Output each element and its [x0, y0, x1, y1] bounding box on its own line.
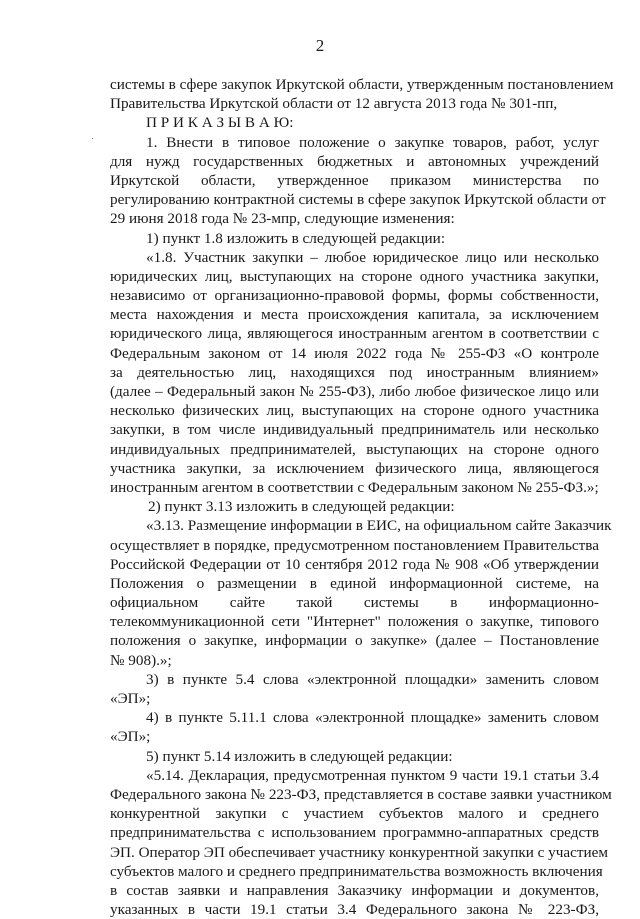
text-line: участника закупки, за исключением физического лица, являющегося	[110, 459, 599, 477]
text-line: указанных в части 19.1 статьи 3.4 Федерального закона № 223-ФЗ,	[110, 901, 599, 919]
text-line: Российской Федерации от 10 сентября 2012 года № 908 «Об утверждении	[110, 555, 599, 573]
text-line: телекоммуникационной сети "Интернет" положения о закупке, типового	[110, 613, 599, 631]
text-line: «5.14. Декларация, предусмотренная пунктом 9 части 19.1 статьи 3.4	[146, 766, 599, 784]
text-line: Правительства Иркутской области от 12 августа 2013 года № 301-пп,	[110, 95, 558, 113]
text-line: независимо от организационно-правовой формы, формы собственности,	[110, 287, 599, 305]
text-line: ЭП. Оператор ЭП обеспечивает участнику конкурентной закупки с участием	[110, 843, 608, 861]
text-line: за деятельностью лиц, находящихся под иностранным влиянием»	[110, 363, 599, 381]
text-line: Положения о размещении в единой информационной системе, на	[110, 574, 599, 592]
text-line: 3) в пункте 5.4 слова «электронной площадки» заменить словом	[146, 670, 599, 688]
text-line: 5) пункт 5.14 изложить в следующей редакции:	[146, 747, 453, 765]
page-number: 2	[315, 36, 325, 55]
text-line: Иркутской области, утвержденное приказом министерства по	[110, 171, 599, 189]
text-line: закупки, в том числе индивидуальный предприниматель или несколько	[110, 421, 599, 439]
text-line: № 908).»;	[110, 651, 172, 669]
text-line: иностранным агентом в соответствии с Федеральным законом № 255-ФЗ.»;	[110, 478, 599, 496]
text-line: «ЭП»;	[110, 728, 151, 746]
text-line: 2) пункт 3.13 изложить в следующей редакции:	[148, 498, 455, 516]
text-line: юридического лица, являющегося иностранным агентом в соответствии с	[110, 325, 599, 343]
text-line: конкурентной закупки с участием субъектов малого и среднего	[110, 805, 599, 823]
margin-mark	[92, 138, 93, 139]
text-line: 1) пункт 1.8 изложить в следующей редакции:	[146, 229, 446, 247]
text-line: (далее – Федеральный закон № 255-ФЗ), либо любое физическое лицо или	[110, 383, 599, 400]
text-line: регулированию контрактной системы в сфере закупок Иркутской области от	[110, 191, 606, 209]
text-line: системы в сфере закупок Иркутской области, утвержденным постановлением	[110, 76, 614, 93]
text-line: индивидуальных предпринимателей, выступающих на стороне одного	[110, 440, 599, 458]
text-line: «1.8. Участник закупки – любое юридическое лицо или несколько	[146, 248, 599, 266]
document-body	[110, 75, 614, 919]
text-line: для нужд государственных бюджетных и автономных учреждений	[110, 152, 599, 170]
text-line: юридических лиц, выступающих на стороне одного участника закупки,	[110, 267, 599, 285]
text-line: положения о закупке, информации о закупке» (далее – Постановление	[110, 632, 599, 650]
text-line: 4) в пункте 5.11.1 слова «электронной площадке» заменить словом	[146, 709, 599, 727]
text-line: в состав заявки и направления Заказчику информации и документов,	[110, 881, 599, 899]
text-line: осуществляет в порядке, предусмотренном постановлением Правительства	[110, 536, 599, 554]
text-line: места нахождения и места происхождения капитала, за исключением	[110, 306, 599, 324]
text-line: Федерального закона № 223-ФЗ, представляется в составе заявки участником	[110, 785, 612, 803]
text-line: Федеральным законом от 14 июля 2022 года № 255-ФЗ «О контроле	[110, 344, 599, 362]
text-line: 29 июня 2018 года № 23-мпр, следующие изменения:	[110, 210, 455, 228]
text-line: предпринимательства с использованием программно-аппаратных средств	[110, 824, 599, 842]
text-line: несколько физических лиц, выступающих на стороне одного участника	[110, 402, 599, 420]
text-line: «ЭП»;	[110, 690, 151, 707]
text-line: официальном сайте такой системы в информационно-	[110, 594, 599, 612]
text-line: П Р И К А З Ы В А Ю:	[146, 114, 294, 132]
text-line: «3.13. Размещение информации в ЕИС, на официальном сайте Заказчик	[146, 517, 612, 535]
text-line: субъектов малого и среднего предпринимательства возможность включения	[110, 862, 603, 880]
text-line: 1. Внести в типовое положение о закупке товаров, работ, услуг	[146, 133, 599, 151]
